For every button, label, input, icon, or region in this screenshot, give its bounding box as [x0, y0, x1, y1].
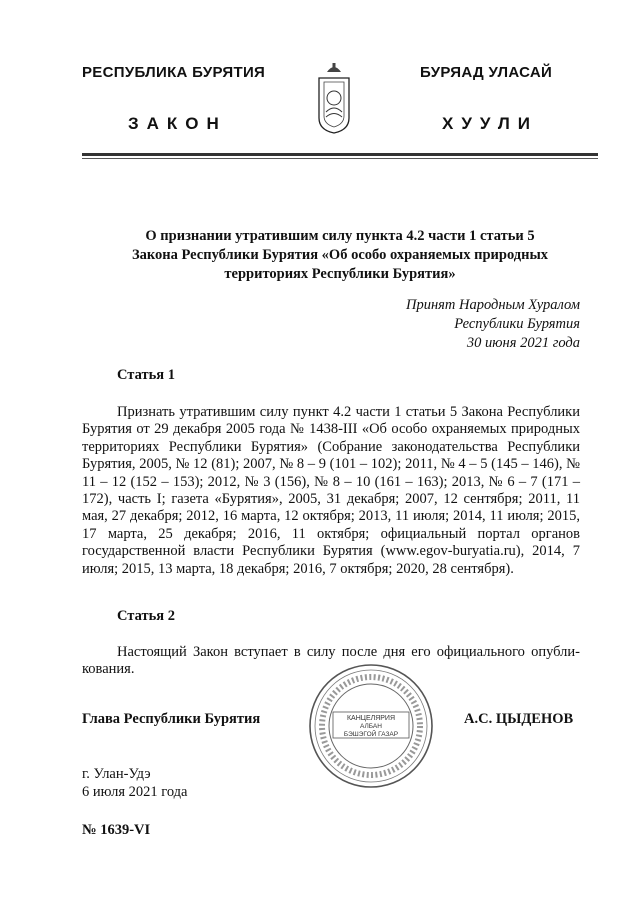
adoption-note [320, 296, 580, 353]
coat-of-arms-icon [316, 60, 352, 134]
adoption-line: Республики Бурятия [454, 316, 580, 332]
header-divider-thick [82, 153, 598, 156]
seal-line: КАНЦЕЛЯРИЯ [346, 715, 396, 722]
header-divider-thin [82, 158, 598, 159]
republic-title-bua: БУРЯАД УЛАСАЙ [420, 64, 553, 81]
article-1-heading: Статья 1 [117, 367, 175, 383]
place-and-date [82, 765, 188, 801]
signatory-position: Глава Республики Бурятия [82, 711, 261, 727]
law-title [82, 227, 598, 284]
header-left [82, 64, 302, 134]
law-label-bua: ХУУЛИ [442, 114, 538, 133]
law-number: № 1639-VI [82, 822, 151, 838]
seal-line: АЛБАН [360, 723, 382, 730]
article-2-text: Настоящий Закон вступает в силу после дня его официального опубликования. [82, 644, 580, 678]
signatory-name: А.С. ЦЫДЕНОВ [464, 711, 574, 727]
header-right [420, 64, 600, 134]
article-1-text: Признать утратившим силу пункт 4.2 части 1 статьи 5 Закона Республики Бурятия от 29 декабря 2005 года № 1438-III «Об особо охраняемых природных территориях Республики Бурятия» (Собрание законодательства Республики Бурятия, 2005, № 12 (81); 2007, № 8 – 9 (101 – 102); 2011, № 4 – 5 (145 – 146), № 11 – 12 (152 – 153); 2012, № 3 (156), № 8 – 10 (161 – 163); 2013, № 6 – 7 (171 – 172), часть I; газета «Бурятия», 2005, 31 декабря; 2007, 12 сентября; 2011, 11 мая, 27 декабря; 2012, 16 марта, 12 октября; 2013, 11 июля; 2014, 11 июля; 2015, 17 марта, 25 декабря; 2016, 11 октября; официальный портал органов государственной власти Республики Бурятия (www.egov-buryatia.ru), 2014, 7 июля; 2015, 13 марта, 18 декабря; 2016, 7 октября; 2020, 28 сентября). [82, 404, 580, 577]
adoption-line: Принят Народным Хуралом [405, 297, 580, 313]
signing-date: 6 июля 2021 года [82, 784, 188, 800]
law-title-line: О признании утратившим силу пункта 4.2 части 1 статьи 5 [145, 228, 535, 244]
article-2-heading: Статья 2 [117, 608, 175, 624]
place: г. Улан-Удэ [82, 766, 151, 782]
adoption-line: 30 июня 2021 года [466, 335, 580, 351]
official-seal-icon [307, 662, 435, 790]
law-label-ru: ЗАКОН [128, 114, 227, 133]
law-title-line: Закона Республики Бурятия «Об особо охраняемых природных [131, 247, 549, 263]
republic-title-ru: РЕСПУБЛИКА БУРЯТИЯ [82, 64, 266, 81]
seal-line: БЭШЭГОЙ ГАЗАР [343, 731, 399, 738]
law-title-line: территориях Республики Бурятия» [224, 266, 456, 282]
